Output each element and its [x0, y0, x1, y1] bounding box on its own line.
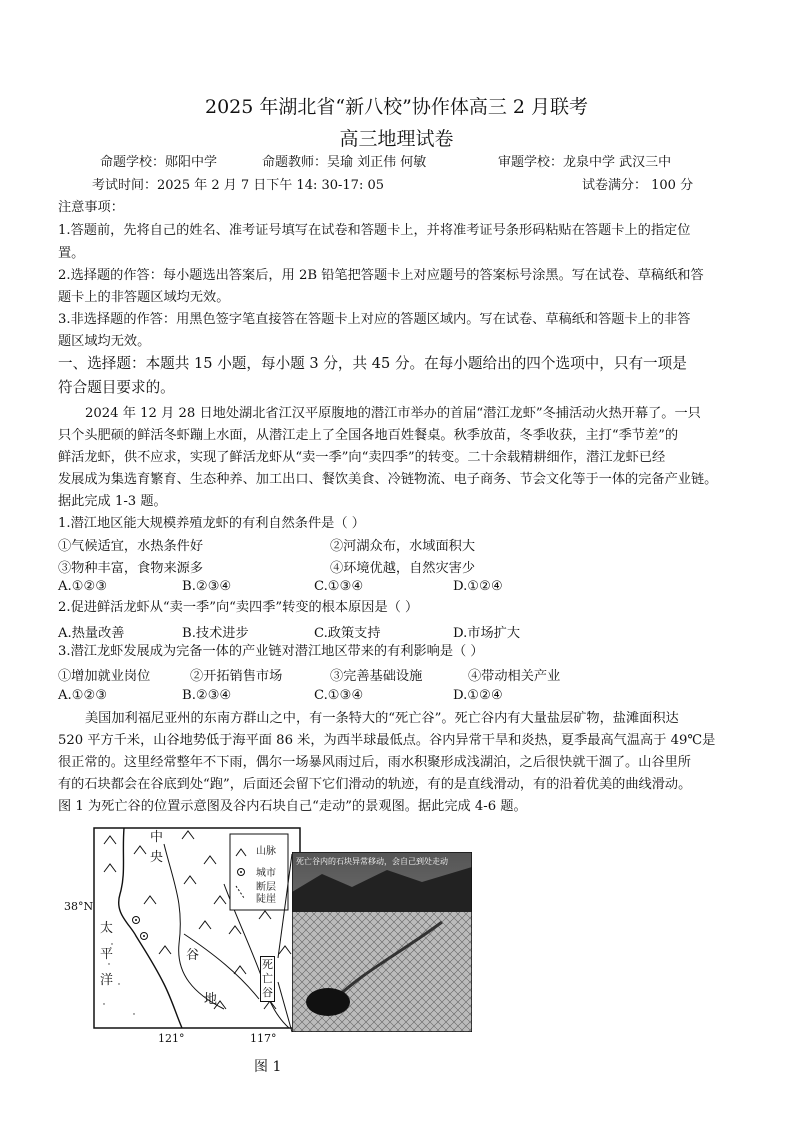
- passage-line: 鲜活龙虾，供不应求，实现了鲜活龙虾从“卖一季”向“卖四季”的转变。二十余载精耕细作，潜江龙虾已经: [58, 450, 666, 465]
- notice-line: 置。: [58, 246, 85, 261]
- notice-heading: 注意事项：: [58, 200, 124, 215]
- exam-title: 2025 年湖北省“新八校”协作体高三 2 月联考: [205, 96, 588, 118]
- review-school: 审题学校：龙泉中学 武汉三中: [498, 155, 672, 170]
- notice-line: 题卡上的非答题区域均无效。: [58, 290, 230, 305]
- setter-teachers: 命题教师：吴瑜 刘正伟 何敏: [262, 155, 427, 170]
- question-2-stem: 2.促进鲜活龙虾从“卖一季”向“卖四季”转变的根本原因是（ ）: [58, 600, 419, 615]
- q1-statement-2: ②河湖众布，水域面积大: [330, 539, 476, 554]
- q3-statement-1: ①增加就业岗位: [58, 669, 151, 684]
- map-label-death-valley: 死 亡 谷: [260, 956, 275, 1002]
- rock: [306, 988, 350, 1016]
- notice-line: 3.非选择题的作答：用黑色签字笔直接答在答题卡上对应的答题区域内。写在试卷、草稿纸和答题卡上的非答: [58, 312, 691, 327]
- legend-fault-label: 断层 陡崖: [256, 882, 276, 905]
- passage-line: 发展成为集选育繁育、生态种养、加工出口、餐饮美食、冷链物流、电子商务、节会文化等于一体的完备产业链。: [58, 472, 718, 487]
- section-heading-cont: 符合题目要求的。: [58, 379, 175, 396]
- legend-city-label: 城市: [256, 868, 276, 879]
- notice-line: 2.选择题的作答：每小题选出答案后，用 2B 铅笔把答题卡上对应题号的答案标号涂黑。写在试卷、草稿纸和答: [58, 268, 704, 283]
- q3-option-b: B.②③④: [182, 688, 232, 703]
- notice-line: 1.答题前，先将自己的姓名、准考证号填写在试卷和答题卡上，并将准考证号条形码粘贴在答题卡上的指定位: [58, 223, 691, 238]
- section-heading: 一、选择题：本题共 15 小题，每小题 3 分，共 45 分。在每小题给出的四个选项中，只有一项是: [58, 355, 687, 372]
- q3-option-c: C.①③④: [314, 688, 364, 703]
- passage-line: 图 1 为死亡谷的位置示意图及谷内石块自己“走动”的景观图。据此完成 4-6 题。: [58, 799, 527, 814]
- passage-line: 520 平方千米，山谷地势低于海平面 86 米，为西半球最低点。谷内异常干旱和炎热，夏季最高气温高于 49℃是: [58, 733, 716, 748]
- figure-1: [64, 824, 484, 1064]
- q3-option-d: D.①②④: [453, 688, 503, 703]
- sliding-rock-photo: [292, 852, 472, 1032]
- q2-option-d: D.市场扩大: [453, 626, 521, 641]
- longitude-right-label: 117°: [250, 1032, 277, 1045]
- q3-option-a: A.①②③: [58, 688, 108, 703]
- q2-option-c: C.政策支持: [314, 626, 381, 641]
- q2-option-b: B.技术进步: [182, 626, 249, 641]
- q1-option-a: A.①②③: [58, 579, 108, 594]
- figure-caption: 图 1: [254, 1059, 282, 1075]
- exam-time: 考试时间：2025 年 2 月 7 日下午 14: 30-17: 05: [92, 178, 385, 193]
- passage-line: 2024 年 12 月 28 日地处湖北省江汉平原腹地的潜江市举办的首届“潜江龙虾”冬捕活动火热开幕了。一只: [85, 406, 701, 421]
- q1-option-c: C.①③④: [314, 579, 364, 594]
- longitude-left-label: 121°: [158, 1032, 185, 1045]
- map-label-ocean: 太 平 洋: [100, 921, 114, 988]
- legend-mountain-label: 山脉: [256, 846, 276, 857]
- passage-line: 很正常的。这里经常整年不下雨，偶尔一场暴风雨过后，雨水积聚形成浅湖泊，之后很快就干涸了。山谷里所: [58, 755, 691, 770]
- passage-line: 美国加利福尼亚州的东南方群山之中，有一条特大的“死亡谷”。死亡谷内有大量盐层矿物，盐滩面积达: [85, 711, 679, 726]
- q1-option-b: B.②③④: [182, 579, 232, 594]
- latitude-label: 38°N: [64, 900, 94, 913]
- passage-line: 据此完成 1-3 题。: [58, 494, 167, 509]
- map-label-valley: 谷 地: [186, 948, 218, 1007]
- notice-line: 题区域均无效。: [58, 334, 151, 349]
- q1-statement-3: ③物种丰富，食物来源多: [58, 561, 204, 576]
- setter-school: 命题学校：郧阳中学: [100, 155, 218, 170]
- map-label-central: 中 央: [150, 830, 164, 865]
- q1-option-d: D.①②④: [453, 579, 503, 594]
- question-1-stem: 1.潜江地区能大规模养殖龙虾的有利自然条件是（ ）: [58, 516, 365, 531]
- q3-statement-2: ②开拓销售市场: [190, 669, 283, 684]
- passage-line: 有的石块都会在谷底到处“跑”，后面还会留下它们滑动的轨迹，有的是直线滑动，有的沿着优美的曲线滑动。: [58, 777, 692, 792]
- q3-statement-4: ④带动相关产业: [468, 669, 561, 684]
- q1-statement-1: ①气候适宜，水热条件好: [58, 539, 204, 554]
- question-3-stem: 3.潜江龙虾发展成为完备一体的产业链对潜江地区带来的有利影响是（ ）: [58, 644, 484, 659]
- q1-statement-4: ④环境优越，自然灾害少: [330, 561, 476, 576]
- q3-statement-3: ③完善基础设施: [330, 669, 423, 684]
- full-score: 试卷满分： 100 分: [582, 178, 694, 193]
- photo-caption: 死亡谷内的石块异常移动，会自己到处走动: [296, 857, 448, 866]
- q2-option-a: A.热量改善: [58, 626, 125, 641]
- exam-subtitle: 高三地理试卷: [339, 128, 454, 150]
- passage-line: 只个头肥硕的鲜活冬虾蹦上水面，从潜江走上了全国各地百姓餐桌。秋季放苗，冬季收获，主打“季节差”的: [58, 428, 679, 443]
